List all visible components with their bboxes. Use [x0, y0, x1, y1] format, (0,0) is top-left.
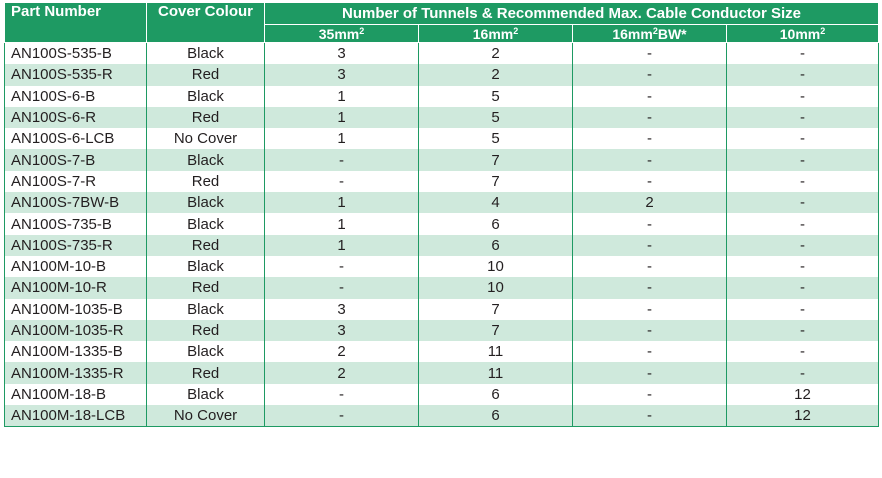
part-number-cell: AN100M-18-LCB: [5, 405, 147, 427]
cover-colour-cell: Black: [147, 299, 265, 320]
tunnels-35mm-cell: 3: [265, 320, 419, 341]
table-row: [5, 362, 879, 383]
tunnels-35mm-cell: -: [265, 384, 419, 405]
tunnels-35mm-cell: 1: [265, 86, 419, 107]
table-row: [5, 107, 879, 128]
tunnels-16mm-cell: 6: [419, 384, 573, 405]
cover-colour-cell: Red: [147, 362, 265, 383]
size-header-10mm: $10mm^2$: [727, 25, 879, 43]
table-row: [5, 149, 879, 170]
tunnels-35mm-cell: 3: [265, 43, 419, 65]
tunnels-16mm-bw-cell: -: [573, 64, 727, 85]
part-number-cell: AN100M-18-B: [5, 384, 147, 405]
tunnels-35mm-cell: 1: [265, 213, 419, 234]
table-row: [5, 86, 879, 107]
tunnels-16mm-bw-cell: -: [573, 149, 727, 170]
tunnels-16mm-cell: 5: [419, 128, 573, 149]
tunnels-16mm-cell: 4: [419, 192, 573, 213]
part-number-cell: AN100S-535-R: [5, 64, 147, 85]
table-row: [5, 277, 879, 298]
table-header: [5, 3, 879, 43]
cover-colour-cell: Black: [147, 192, 265, 213]
tunnels-10mm-cell: -: [727, 43, 879, 65]
cover-colour-cell: Black: [147, 213, 265, 234]
cover-colour-cell: Black: [147, 341, 265, 362]
part-number-cell: AN100S-7-R: [5, 171, 147, 192]
tunnels-10mm-cell: 12: [727, 384, 879, 405]
tunnels-35mm-cell: 1: [265, 107, 419, 128]
tunnels-16mm-cell: 2: [419, 43, 573, 65]
tunnels-10mm-cell: -: [727, 86, 879, 107]
tunnels-35mm-cell: 2: [265, 341, 419, 362]
tunnels-16mm-cell: 10: [419, 256, 573, 277]
part-number-cell: AN100S-7-B: [5, 149, 147, 170]
tunnels-16mm-bw-cell: -: [573, 341, 727, 362]
table-row: [5, 128, 879, 149]
tunnels-10mm-cell: -: [727, 171, 879, 192]
part-number-cell: AN100M-1335-B: [5, 341, 147, 362]
tunnels-10mm-cell: -: [727, 362, 879, 383]
tunnels-10mm-cell: -: [727, 299, 879, 320]
part-number-cell: AN100S-7BW-B: [5, 192, 147, 213]
tunnels-35mm-cell: -: [265, 171, 419, 192]
cover-colour-cell: Red: [147, 171, 265, 192]
part-number-cell: AN100M-10-R: [5, 277, 147, 298]
tunnels-16mm-cell: 11: [419, 362, 573, 383]
product-table-container: [4, 2, 878, 427]
cable-tunnel-table: [4, 2, 879, 427]
tunnels-16mm-cell: 7: [419, 320, 573, 341]
table-row: [5, 341, 879, 362]
tunnels-10mm-cell: 12: [727, 405, 879, 427]
tunnels-16mm-bw-cell: -: [573, 384, 727, 405]
part-number-cell: AN100S-535-B: [5, 43, 147, 65]
tunnels-group-header: Number of Tunnels & Recommended Max. Cable Conductor Size: [265, 3, 879, 25]
tunnels-35mm-cell: -: [265, 149, 419, 170]
tunnels-35mm-cell: -: [265, 277, 419, 298]
tunnels-16mm-cell: 7: [419, 149, 573, 170]
tunnels-16mm-cell: 2: [419, 64, 573, 85]
cover-colour-cell: Black: [147, 256, 265, 277]
part-number-cell: AN100M-10-B: [5, 256, 147, 277]
tunnels-35mm-cell: -: [265, 405, 419, 427]
tunnels-35mm-cell: 3: [265, 64, 419, 85]
tunnels-16mm-cell: 11: [419, 341, 573, 362]
tunnels-16mm-cell: 7: [419, 171, 573, 192]
table-row: [5, 405, 879, 427]
tunnels-16mm-bw-cell: -: [573, 362, 727, 383]
tunnels-10mm-cell: -: [727, 341, 879, 362]
cover-colour-cell: Red: [147, 320, 265, 341]
part-number-cell: AN100S-735-B: [5, 213, 147, 234]
tunnels-35mm-cell: 1: [265, 128, 419, 149]
cover-colour-cell: Black: [147, 384, 265, 405]
tunnels-16mm-cell: 6: [419, 213, 573, 234]
cover-colour-cell: Black: [147, 86, 265, 107]
table-row: [5, 299, 879, 320]
size-header-16mm-bw: $16mm^2BW*$: [573, 25, 727, 43]
tunnels-16mm-bw-cell: -: [573, 320, 727, 341]
table-row: [5, 235, 879, 256]
tunnels-35mm-cell: 1: [265, 235, 419, 256]
cover-colour-cell: Red: [147, 277, 265, 298]
cover-colour-cell: No Cover: [147, 128, 265, 149]
table-body: [5, 43, 879, 427]
tunnels-10mm-cell: -: [727, 128, 879, 149]
tunnels-10mm-cell: -: [727, 277, 879, 298]
tunnels-10mm-cell: -: [727, 213, 879, 234]
tunnels-16mm-bw-cell: -: [573, 128, 727, 149]
part-number-cell: AN100S-735-R: [5, 235, 147, 256]
tunnels-16mm-cell: 6: [419, 405, 573, 427]
cover-colour-cell: Red: [147, 235, 265, 256]
tunnels-16mm-bw-cell: -: [573, 107, 727, 128]
cover-colour-cell: Black: [147, 149, 265, 170]
tunnels-16mm-bw-cell: -: [573, 277, 727, 298]
part-number-cell: AN100M-1035-B: [5, 299, 147, 320]
tunnels-16mm-cell: 10: [419, 277, 573, 298]
tunnels-16mm-bw-cell: -: [573, 86, 727, 107]
tunnels-16mm-bw-cell: -: [573, 299, 727, 320]
tunnels-35mm-cell: 2: [265, 362, 419, 383]
tunnels-16mm-bw-cell: -: [573, 213, 727, 234]
part-number-cell: AN100S-6-LCB: [5, 128, 147, 149]
cover-colour-cell: Red: [147, 107, 265, 128]
part-number-cell: AN100M-1335-R: [5, 362, 147, 383]
tunnels-16mm-cell: 5: [419, 86, 573, 107]
part-number-cell: AN100S-6-B: [5, 86, 147, 107]
table-row: [5, 384, 879, 405]
tunnels-16mm-bw-cell: -: [573, 405, 727, 427]
table-row: [5, 320, 879, 341]
cover-colour-cell: Red: [147, 64, 265, 85]
tunnels-10mm-cell: -: [727, 149, 879, 170]
tunnels-16mm-bw-cell: 2: [573, 192, 727, 213]
tunnels-16mm-cell: 5: [419, 107, 573, 128]
cover-colour-cell: Black: [147, 43, 265, 65]
tunnels-10mm-cell: -: [727, 192, 879, 213]
size-header-16mm: $16mm^2$: [419, 25, 573, 43]
tunnels-35mm-cell: 1: [265, 192, 419, 213]
tunnels-16mm-cell: 6: [419, 235, 573, 256]
table-row: [5, 171, 879, 192]
size-header-35mm: $35mm^2$: [265, 25, 419, 43]
tunnels-35mm-cell: 3: [265, 299, 419, 320]
tunnels-35mm-cell: -: [265, 256, 419, 277]
tunnels-10mm-cell: -: [727, 256, 879, 277]
tunnels-10mm-cell: -: [727, 320, 879, 341]
tunnels-16mm-bw-cell: -: [573, 171, 727, 192]
table-row: [5, 213, 879, 234]
cover-colour-cell: No Cover: [147, 405, 265, 427]
part-number-header: Part Number: [5, 3, 147, 43]
tunnels-10mm-cell: -: [727, 64, 879, 85]
table-row: [5, 43, 879, 65]
tunnels-16mm-bw-cell: -: [573, 256, 727, 277]
tunnels-16mm-bw-cell: -: [573, 235, 727, 256]
part-number-cell: AN100S-6-R: [5, 107, 147, 128]
tunnels-16mm-bw-cell: -: [573, 43, 727, 65]
table-row: [5, 192, 879, 213]
cover-colour-header: Cover Colour: [147, 3, 265, 43]
part-number-cell: AN100M-1035-R: [5, 320, 147, 341]
table-row: [5, 256, 879, 277]
tunnels-10mm-cell: -: [727, 107, 879, 128]
tunnels-10mm-cell: -: [727, 235, 879, 256]
table-row: [5, 64, 879, 85]
tunnels-16mm-cell: 7: [419, 299, 573, 320]
